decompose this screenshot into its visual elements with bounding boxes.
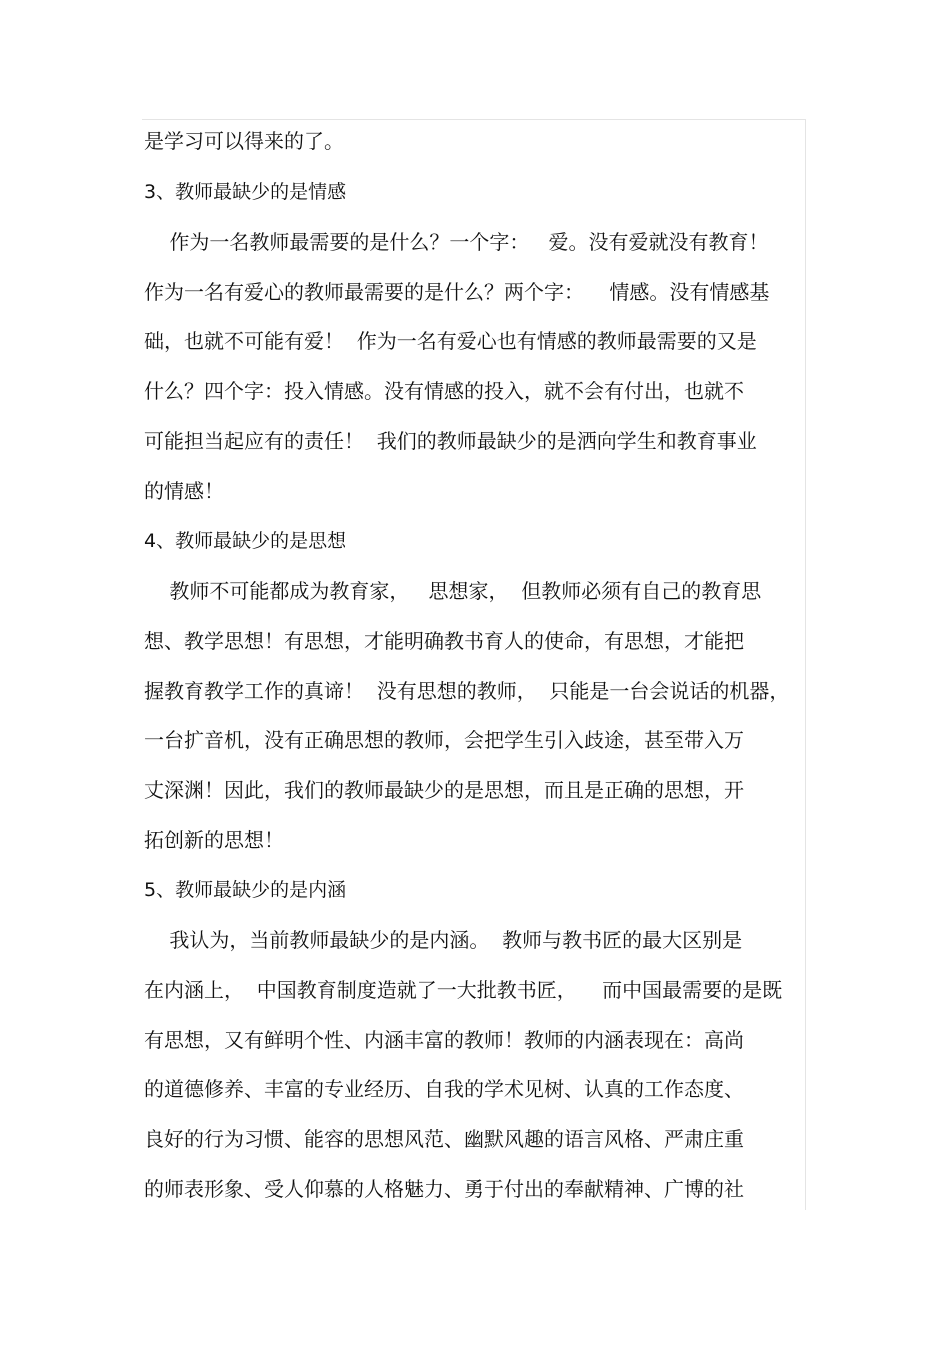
text-line: 可能担当起应有的责任！ 我们的教师最缺少的是洒向学生和教育事业 bbox=[144, 429, 757, 453]
text-line: 是学习可以得来的了。 bbox=[144, 129, 344, 153]
text-line: 想、教学思想！有思想，才能明确教书育人的使命，有思想，才能把 bbox=[144, 629, 744, 653]
text-line: 在内涵上， 中国教育制度造就了一大批教书匠， 而中国最需要的是既 bbox=[144, 978, 783, 1002]
section-heading-5: 5、教师最缺少的是内涵 bbox=[144, 879, 347, 901]
text-line: 作为一名教师最需要的是什么？一个字： 爱。没有爱就没有教育！ bbox=[144, 230, 769, 254]
text-line: 作为一名有爱心的教师最需要的是什么？两个字： 情感。没有情感基 bbox=[144, 280, 770, 304]
text-line: 我认为，当前教师最缺少的是内涵。 教师与教书匠的最大区别是 bbox=[144, 928, 743, 952]
text-line: 拓创新的思想！ bbox=[144, 828, 284, 852]
text-line: 教师不可能都成为教育家， 思想家， 但教师必须有自己的教育思 bbox=[144, 579, 762, 603]
text-line: 握教育教学工作的真谛！ 没有思想的教师， 只能是一台会说话的机器， bbox=[144, 679, 790, 703]
section-heading-4: 4、教师最缺少的是思想 bbox=[144, 530, 347, 552]
text-line: 一台扩音机，没有正确思想的教师，会把学生引入歧途，甚至带入万 bbox=[144, 728, 744, 752]
text-line: 有思想，又有鲜明个性、内涵丰富的教师！教师的内涵表现在：高尚 bbox=[144, 1028, 744, 1052]
text-line: 础，也就不可能有爱！ 作为一名有爱心也有情感的教师最需要的又是 bbox=[144, 329, 757, 353]
section-heading-3: 3、教师最缺少的是情感 bbox=[144, 181, 347, 203]
text-line: 的道德修养、丰富的专业经历、自我的学术见树、认真的工作态度、 bbox=[144, 1077, 744, 1101]
text-line: 的情感！ bbox=[144, 479, 224, 503]
text-line: 丈深渊！因此，我们的教师最缺少的是思想，而且是正确的思想，开 bbox=[144, 778, 744, 802]
text-line: 良好的行为习惯、能容的思想风范、幽默风趣的语言风格、严肃庄重 bbox=[144, 1127, 744, 1151]
text-line: 什么？四个字：投入情感。没有情感的投入，就不会有付出，也就不 bbox=[144, 379, 744, 403]
text-line: 的师表形象、受人仰慕的人格魅力、勇于付出的奉献精神、广博的社 bbox=[144, 1177, 744, 1201]
